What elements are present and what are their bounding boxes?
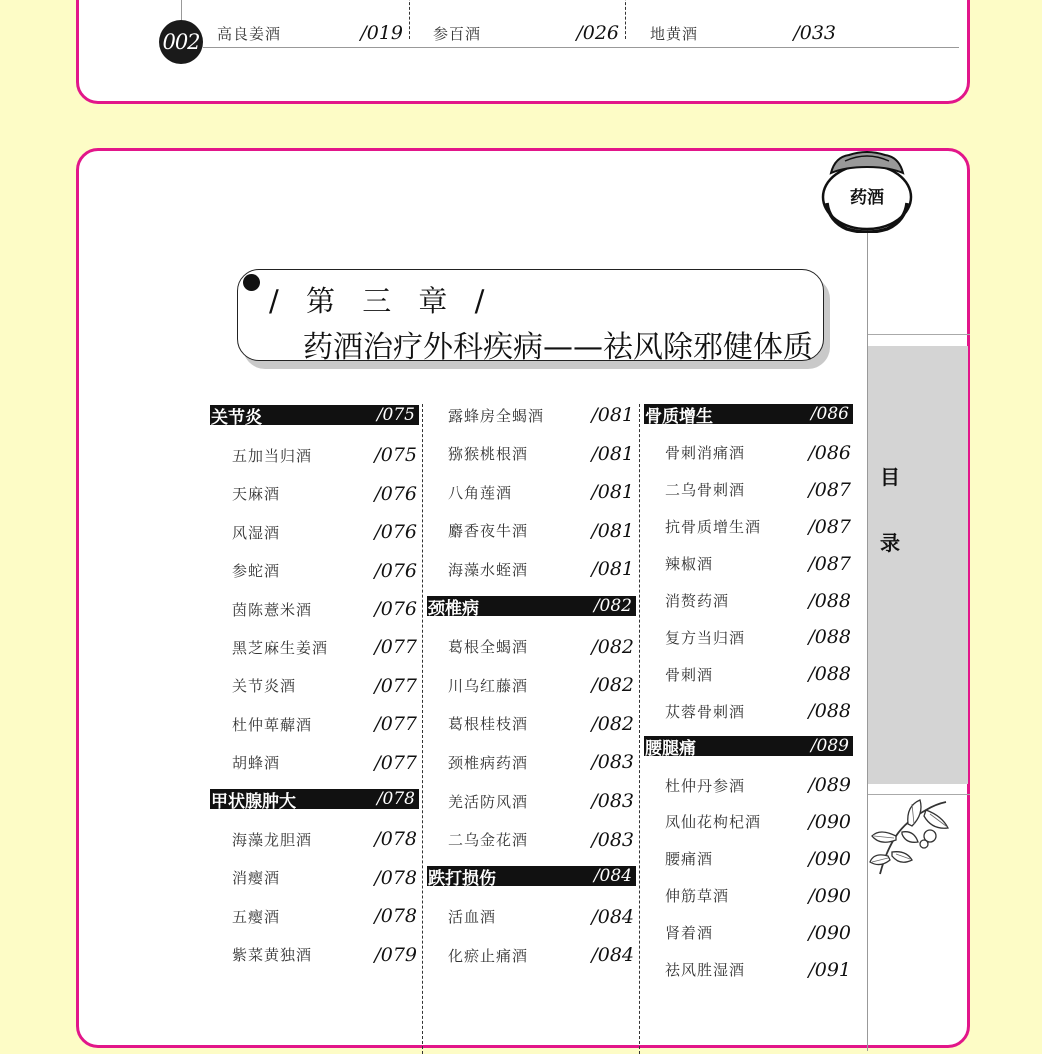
entry-page: /078 [374,866,417,889]
toc-entry[interactable] [232,482,417,506]
toc-entry[interactable] [448,789,634,813]
entry-name: 海藻水蛭酒 [448,560,529,579]
toc-entry[interactable] [448,905,634,929]
entry-name: 杜仲萆薢酒 [232,715,313,734]
toc-entry[interactable] [665,810,851,834]
entry-name: 消瘿酒 [232,869,281,888]
toc-entry[interactable] [650,21,836,45]
entry-name: 参蛇酒 [232,562,281,581]
entry-page: /090 [808,921,851,944]
entry-name: 胡蜂酒 [232,754,281,773]
entry-page: /088 [808,589,851,612]
entry-name: 骨刺酒 [665,665,714,684]
toc-entry[interactable] [448,480,634,504]
toc-entry[interactable] [232,866,417,890]
toc-entry[interactable] [217,21,403,45]
toc-entry[interactable] [665,478,851,502]
entry-page: /019 [360,22,403,44]
entry-page: /082 [591,674,634,697]
toc-section-heading[interactable] [644,736,853,759]
entry-name: 肾着酒 [665,924,714,943]
entry-page: /075 [374,444,417,467]
entry-page: /082 [591,712,634,735]
toc-section-heading[interactable] [427,596,636,619]
entry-page: /090 [808,884,851,907]
entry-page: /081 [591,442,634,465]
toc-entry[interactable] [232,635,417,659]
entry-page: /076 [374,559,417,582]
entry-name: 黑芝麻生姜酒 [232,638,329,657]
entry-page: /076 [374,521,417,544]
entry-page: /079 [374,943,417,966]
toc-entry[interactable] [665,884,851,908]
entry-page: /081 [591,519,634,542]
side-tab-char: 录 [880,531,900,555]
entry-page: /077 [374,751,417,774]
entry-page: /076 [374,598,417,620]
entry-name: 抗骨质增生酒 [665,518,762,537]
entry-name: 复方当归酒 [665,628,746,647]
toc-entry[interactable] [448,712,634,736]
entry-name: 颈椎病药酒 [448,753,529,772]
section-page: /082 [593,596,632,616]
entry-name: 伸筋草酒 [665,887,730,906]
entry-name: 活血酒 [448,908,497,927]
entry-name: 茵陈薏米酒 [232,600,313,619]
column-divider [639,404,640,1054]
toc-entry[interactable] [448,673,634,697]
entry-name: 川乌红藤酒 [448,676,529,695]
entry-name: 五加当归酒 [232,446,313,465]
toc-entry[interactable] [665,958,851,982]
toc-entry[interactable] [448,557,634,581]
toc-entry[interactable] [665,921,851,945]
toc-entry[interactable] [232,559,417,583]
toc-entry[interactable] [232,520,417,544]
section-name: 颈椎病 [428,598,479,619]
side-tab [868,346,968,784]
entry-name: 凤仙花枸杞酒 [665,813,762,832]
toc-entry[interactable] [232,827,417,851]
entry-page: /084 [591,905,634,928]
entry-page: /083 [591,828,634,851]
entry-page: /081 [591,404,634,426]
entry-page: /091 [808,958,851,981]
entry-page: /078 [374,905,417,928]
entry-name: 二乌金花酒 [448,831,529,850]
entry-page: /081 [591,558,634,581]
entry-name: 风湿酒 [232,523,281,542]
entry-name: 苁蓉骨刺酒 [665,702,746,721]
page-number-badge: 002 [159,20,203,64]
toc-section-heading[interactable] [644,404,853,427]
toc-entry[interactable] [232,443,417,467]
toc-entry[interactable] [665,699,851,723]
entry-page: /086 [808,441,851,464]
entry-page: /090 [808,847,851,870]
side-tab-char: 目 [880,465,900,489]
entry-name: 海藻龙胆酒 [232,830,313,849]
entry-name: 二乌骨刺酒 [665,481,746,500]
entry-page: /084 [591,944,634,967]
chapter-title: 药酒治疗外科疾病——祛风除邪健体质 [303,330,813,365]
entry-name: 关节炎酒 [232,677,297,696]
entry-name: 辣椒酒 [665,555,714,574]
column-divider [422,404,423,1054]
toc-entry[interactable] [665,552,851,576]
entry-name: 葛根桂枝酒 [448,715,529,734]
toc-entry[interactable] [232,712,417,736]
section-page: /089 [810,736,849,757]
bullet-dot [243,274,260,291]
section-name: 腰腿痛 [645,738,696,759]
section-name: 关节炎 [211,407,262,428]
entry-page: /077 [374,636,417,659]
entry-name: 腰痛酒 [665,850,714,869]
toc-entry[interactable] [433,21,619,45]
toc-entry[interactable] [232,597,417,621]
toc-entry[interactable] [665,589,851,613]
toc-entry[interactable] [232,751,417,775]
entry-page: /088 [808,700,851,723]
entry-name: 五瘿酒 [232,907,281,926]
side-tab-line [868,334,970,335]
toc-entry[interactable] [665,625,851,649]
entry-page: /076 [374,482,417,505]
entry-page: /081 [591,481,634,504]
jar-label: 药酒 [850,188,884,208]
toc-entry[interactable] [665,847,851,871]
entry-name: 地黄酒 [650,24,699,43]
side-tab-line [868,794,970,795]
section-page: /078 [376,789,415,809]
entry-page: /083 [591,790,634,812]
toc-entry[interactable] [665,773,851,797]
toc-entry[interactable] [665,662,851,686]
section-name: 骨质增生 [645,406,713,427]
entry-page: /077 [374,674,417,697]
toc-entry[interactable] [232,943,417,967]
entry-page: /082 [591,635,634,658]
entry-name: 露蜂房全蝎酒 [448,406,545,425]
footer-rule [203,47,959,48]
column-divider [409,0,410,39]
entry-page: /083 [591,751,634,774]
toc-entry[interactable] [232,674,417,698]
toc-entry[interactable] [665,441,851,465]
entry-name: 高良姜酒 [217,24,282,43]
section-page: /084 [593,866,632,887]
entry-name: 骨刺消痛酒 [665,444,746,463]
toc-entry[interactable] [448,519,634,543]
entry-page: /078 [374,828,417,851]
toc-entry[interactable] [448,750,634,774]
entry-name: 化瘀止痛酒 [448,946,529,965]
entry-page: /033 [793,22,836,44]
entry-name: 天麻酒 [232,485,281,504]
entry-name: 祛风胜湿酒 [665,961,746,979]
entry-page: /088 [808,626,851,649]
toc-entry[interactable] [448,442,634,466]
toc-section-heading[interactable] [210,405,419,428]
toc-entry[interactable] [448,828,634,852]
entry-name: 参百酒 [433,24,482,43]
toc-section-heading[interactable] [427,866,636,889]
column-divider [625,0,626,39]
toc-page-card [76,148,970,1048]
herb-plant-icon [866,796,952,878]
section-name: 跌打损伤 [428,868,496,889]
entry-page: /087 [808,478,851,501]
entry-name: 八角莲酒 [448,483,513,502]
entry-page: /090 [808,810,851,833]
entry-name: 紫菜黄独酒 [232,946,313,965]
column-divider [181,0,182,21]
previous-page-card [76,0,970,104]
chapter-label: / 第 三 章 / [269,284,494,318]
entry-page: /088 [808,663,851,686]
toc-entry[interactable] [448,403,634,427]
entry-name: 麝香夜牛酒 [448,522,529,541]
entry-page: /089 [808,774,851,796]
entry-page: /026 [576,22,619,44]
entry-page: /087 [808,552,851,575]
entry-name: 猕猴桃根酒 [448,445,529,464]
entry-page: /087 [808,515,851,538]
toc-entry[interactable] [448,635,634,659]
entry-name: 葛根全蝎酒 [448,638,529,657]
entry-name: 消赘药酒 [665,592,730,610]
section-page: /086 [810,404,849,424]
section-page: /075 [376,405,415,425]
toc-entry[interactable] [665,515,851,539]
toc-entry[interactable] [232,904,417,928]
entry-name: 杜仲丹参酒 [665,776,746,795]
entry-page: /077 [374,713,417,736]
entry-name: 羌活防风酒 [448,792,529,811]
toc-entry[interactable] [448,943,634,967]
toc-section-heading[interactable] [210,789,419,812]
section-name: 甲状腺肿大 [211,791,296,812]
medicine-jar-icon [817,149,915,233]
